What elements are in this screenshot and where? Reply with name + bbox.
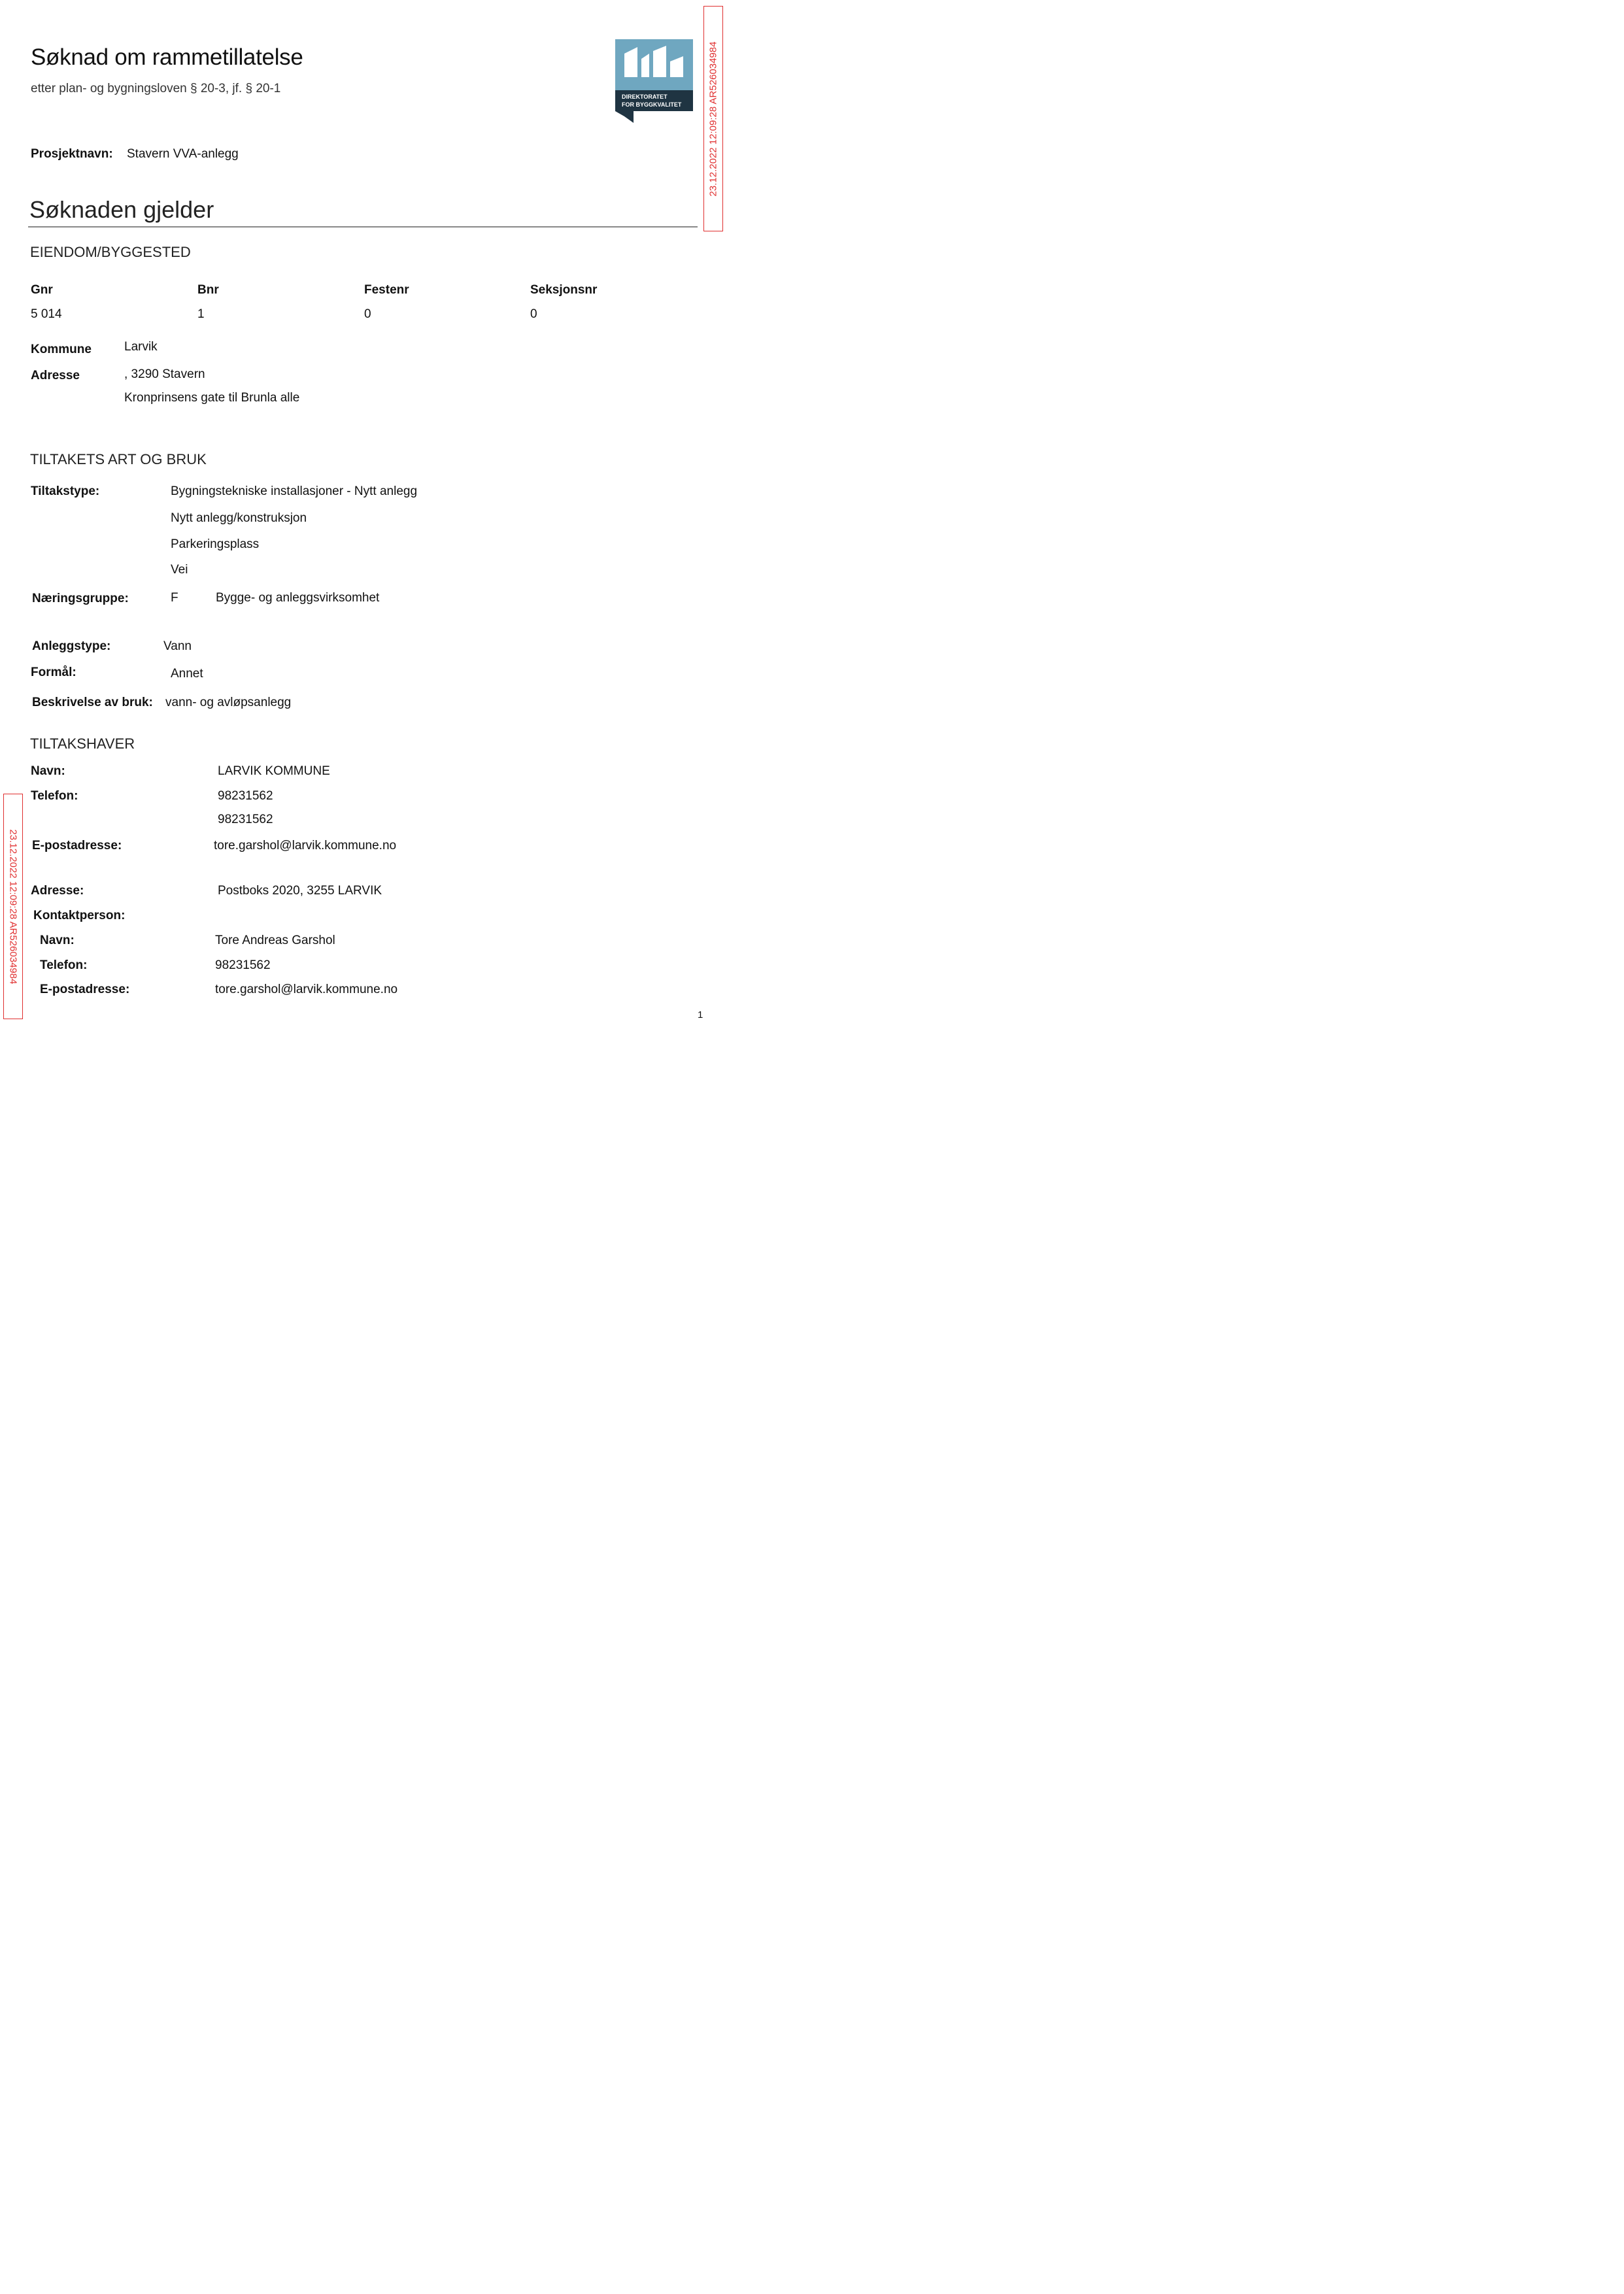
festenr-value: 0	[364, 307, 371, 321]
kontakt-telefon-value: 98231562	[215, 958, 271, 972]
section-heading: Søknaden gjelder	[29, 196, 214, 223]
kontakt-epost-value: tore.garshol@larvik.kommune.no	[215, 983, 398, 996]
naeringsgruppe-code: F	[171, 591, 178, 605]
section-divider	[28, 226, 698, 228]
beskrivelse-value: vann- og avløpsanlegg	[165, 696, 292, 709]
document-title: Søknad om rammetillatelse	[31, 44, 303, 70]
tiltakshaver-adresse-label: Adresse:	[31, 884, 84, 898]
tiltak-heading: TILTAKETS ART OG BRUK	[30, 451, 207, 467]
adresse-line2: Kronprinsens gate til Brunla alle	[124, 391, 300, 405]
logo-text-line2: FOR BYGGKVALITET	[622, 101, 682, 108]
anleggstype-value: Vann	[163, 639, 192, 653]
tiltakshaver-adresse-value: Postboks 2020, 3255 LARVIK	[218, 884, 382, 898]
project-value: Stavern VVA-anlegg	[127, 147, 239, 161]
telefon-value-1: 98231562	[218, 789, 273, 803]
tiltakstype-value-4: Vei	[171, 563, 188, 577]
formal-value: Annet	[171, 667, 203, 681]
tiltakshaver-heading: TILTAKSHAVER	[30, 735, 135, 752]
page-number: 1	[698, 1009, 703, 1020]
gnr-label: Gnr	[31, 283, 53, 297]
kontakt-telefon-label: Telefon:	[40, 958, 88, 972]
dibk-logo	[615, 39, 693, 123]
kontakt-epost-label: E-postadresse:	[40, 983, 130, 996]
kontakt-navn-value: Tore Andreas Garshol	[215, 934, 335, 947]
tiltakstype-value-1: Bygningstekniske installasjoner - Nytt anlegg	[171, 484, 418, 498]
kontaktperson-label: Kontaktperson:	[33, 909, 126, 922]
navn-label: Navn:	[31, 764, 65, 778]
tiltakstype-value-3: Parkeringsplass	[171, 537, 260, 551]
epost-value: tore.garshol@larvik.kommune.no	[214, 839, 397, 852]
receipt-stamp-left	[3, 794, 23, 1019]
document-subtitle: etter plan- og bygningsloven § 20-3, jf. § 20-1	[31, 82, 281, 95]
beskrivelse-label: Beskrivelse av bruk:	[32, 696, 153, 709]
stamp-text: 23.12.2022 12:09:28 AR526034984	[7, 829, 19, 984]
navn-value: LARVIK KOMMUNE	[218, 764, 330, 778]
formal-label: Formål:	[31, 666, 76, 679]
bnr-value: 1	[197, 307, 205, 321]
adresse-label: Adresse	[31, 369, 80, 382]
tiltakstype-label: Tiltakstype:	[31, 484, 100, 498]
telefon-label: Telefon:	[31, 789, 78, 803]
eiendom-heading: EIENDOM/BYGGESTED	[30, 244, 191, 260]
kommune-label: Kommune	[31, 343, 92, 356]
adresse-line1: , 3290 Stavern	[124, 367, 205, 381]
seksjonsnr-label: Seksjonsnr	[530, 283, 598, 297]
stamp-text: 23.12.2022 12:09:28 AR526034984	[707, 41, 719, 196]
epost-label: E-postadresse:	[32, 839, 122, 852]
naeringsgruppe-label: Næringsgruppe:	[32, 592, 129, 605]
naeringsgruppe-value: Bygge- og anleggsvirksomhet	[216, 591, 380, 605]
logo-text-line1: DIREKTORATET	[622, 93, 668, 100]
kommune-value: Larvik	[124, 340, 158, 354]
festenr-label: Festenr	[364, 283, 409, 297]
anleggstype-label: Anleggstype:	[32, 639, 111, 653]
telefon-value-2: 98231562	[218, 813, 273, 826]
project-label: Prosjektnavn:	[31, 147, 113, 161]
receipt-stamp-right	[703, 6, 723, 231]
gnr-value: 5 014	[31, 307, 62, 321]
seksjonsnr-value: 0	[530, 307, 537, 321]
bnr-label: Bnr	[197, 283, 219, 297]
tiltakstype-value-2: Nytt anlegg/konstruksjon	[171, 511, 307, 525]
kontakt-navn-label: Navn:	[40, 934, 75, 947]
